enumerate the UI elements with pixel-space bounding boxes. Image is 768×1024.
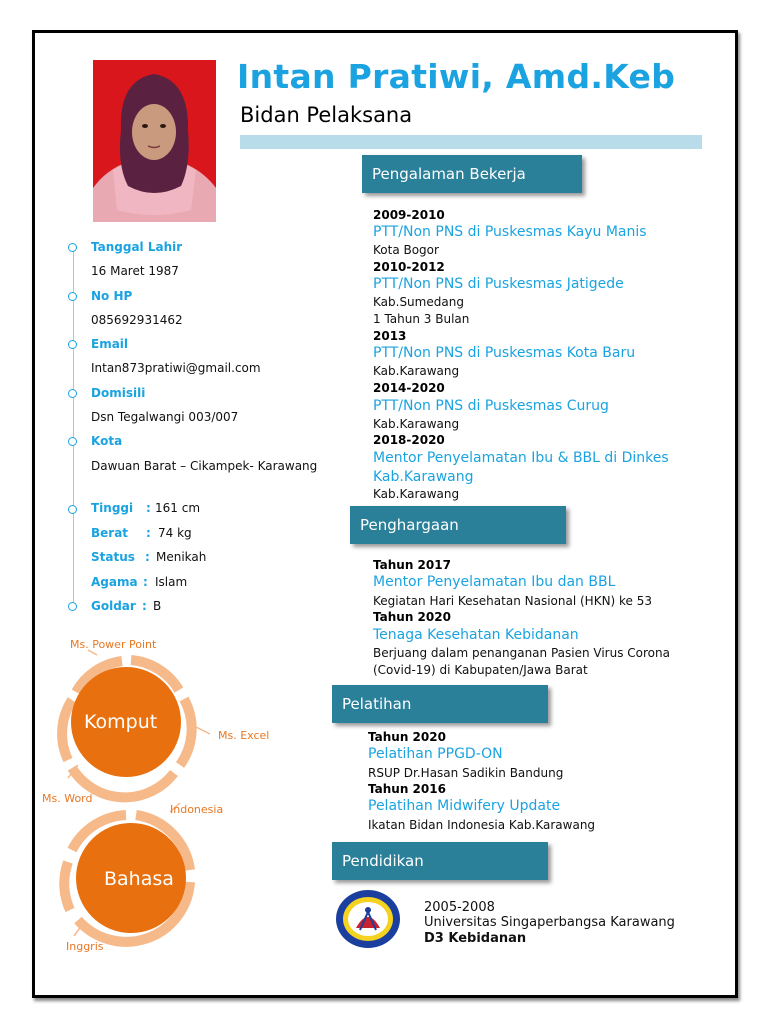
skill-indonesia: Indonesia bbox=[170, 803, 224, 816]
timeline-dot bbox=[68, 505, 77, 514]
no-hp-label: No HP bbox=[91, 289, 133, 303]
experience-detail: Kab.Karawang bbox=[373, 487, 460, 501]
training-detail: RSUP Dr.Hasan Sadikin Bandung bbox=[368, 766, 564, 780]
experience-years: 2009-2010 bbox=[373, 208, 445, 222]
skills-diagram bbox=[30, 640, 300, 970]
experience-detail: Kab.Karawang bbox=[373, 364, 460, 378]
skill-ms-excel: Ms. Excel bbox=[218, 729, 270, 742]
colon: : bbox=[142, 599, 147, 613]
header-accent-bar bbox=[240, 135, 702, 149]
education-school: Universitas Singaperbangsa Karawang bbox=[424, 915, 675, 930]
training-year: Tahun 2020 bbox=[368, 730, 446, 744]
colon: : bbox=[146, 526, 151, 540]
domisili-label: Domisili bbox=[91, 386, 146, 400]
experience-title: Mentor Penyelamatan Ibu & BBL di Dinkes bbox=[373, 450, 669, 466]
experience-years: 2018-2020 bbox=[373, 433, 445, 447]
berat-value: 74 kg bbox=[158, 526, 192, 540]
experience-detail: Kab.Karawang bbox=[373, 417, 460, 431]
experience-title: PTT/Non PNS di Puskesmas Kayu Manis bbox=[373, 224, 647, 240]
award-year: Tahun 2017 bbox=[373, 558, 451, 572]
skill-inggris: Inggris bbox=[66, 940, 104, 953]
award-detail: (Covid-19) di Kabupaten/Jawa Barat bbox=[373, 663, 588, 677]
domisili-value: Dsn Tegalwangi 003/007 bbox=[91, 410, 239, 424]
tanggal-lahir-label: Tanggal Lahir bbox=[91, 240, 183, 254]
colon: : bbox=[145, 550, 150, 564]
bahasa-title: Bahasa bbox=[104, 868, 174, 890]
agama-label: Agama bbox=[91, 575, 138, 589]
education-years: 2005-2008 bbox=[424, 900, 495, 915]
skill-ms-power-point: Ms. Power Point bbox=[70, 638, 157, 651]
experience-years: 2014-2020 bbox=[373, 381, 445, 395]
tanggal-lahir-value: 16 Maret 1987 bbox=[91, 264, 179, 278]
colon: : bbox=[143, 575, 148, 589]
experience-title: PTT/Non PNS di Puskesmas Kota Baru bbox=[373, 345, 636, 361]
cv-name: Intan Pratiwi, Amd.Keb bbox=[237, 57, 676, 96]
komputer-title: Komput bbox=[84, 711, 158, 733]
training-title: Pelatihan Midwifery Update bbox=[368, 798, 561, 814]
colon: : bbox=[146, 501, 151, 515]
training-title: Pelatihan PPGD-ON bbox=[368, 746, 503, 762]
kota-value: Dawuan Barat – Cikampek- Karawang bbox=[91, 459, 318, 473]
education-degree: D3 Kebidanan bbox=[424, 931, 527, 946]
berat-label: Berat bbox=[91, 526, 129, 540]
award-title: Tenaga Kesehatan Kebidanan bbox=[373, 627, 579, 643]
status-label: Status bbox=[91, 550, 135, 564]
email-value: Intan873pratiwi@gmail.com bbox=[91, 361, 261, 375]
experience-title: PTT/Non PNS di Puskesmas Curug bbox=[373, 398, 609, 414]
section-header-penghargaan: Penghargaan bbox=[350, 506, 566, 544]
kota-label: Kota bbox=[91, 434, 123, 448]
experience-detail: 1 Tahun 3 Bulan bbox=[373, 312, 470, 326]
training-detail: Ikatan Bidan Indonesia Kab.Karawang bbox=[368, 818, 596, 832]
email-label: Email bbox=[91, 337, 129, 351]
section-header-pengalaman: Pengalaman Bekerja bbox=[362, 155, 582, 193]
award-detail: Berjuang dalam penanganan Pasien Virus Corona bbox=[373, 646, 670, 660]
goldar-label: Goldar bbox=[91, 599, 136, 613]
award-title: Mentor Penyelamatan Ibu dan BBL bbox=[373, 574, 616, 590]
agama-value: Islam bbox=[155, 575, 188, 589]
experience-title: PTT/Non PNS di Puskesmas Jatigede bbox=[373, 276, 624, 292]
experience-title-cont: Kab.Karawang bbox=[373, 469, 474, 485]
section-header-pendidikan: Pendidikan bbox=[332, 842, 548, 880]
timeline-dot bbox=[68, 292, 77, 301]
tinggi-value: 161 cm bbox=[155, 501, 201, 515]
training-year: Tahun 2016 bbox=[368, 782, 446, 796]
experience-detail: Kab.Sumedang bbox=[373, 295, 464, 309]
goldar-value: B bbox=[153, 599, 162, 613]
tinggi-label: Tinggi bbox=[91, 501, 134, 515]
profile-photo bbox=[93, 60, 216, 222]
timeline-dot bbox=[68, 243, 77, 252]
experience-detail: Kota Bogor bbox=[373, 243, 439, 257]
award-year: Tahun 2020 bbox=[373, 610, 451, 624]
award-detail: Kegiatan Hari Kesehatan Nasional (HKN) ke 53 bbox=[373, 594, 653, 608]
timeline-dot bbox=[68, 389, 77, 398]
timeline-dot bbox=[68, 437, 77, 446]
experience-years: 2013 bbox=[373, 329, 407, 343]
skill-ms-word: Ms. Word bbox=[42, 792, 93, 805]
timeline-dot bbox=[68, 340, 77, 349]
status-value: Menikah bbox=[156, 550, 207, 564]
timeline-dot bbox=[68, 602, 77, 611]
section-header-pelatihan: Pelatihan bbox=[332, 685, 548, 723]
experience-years: 2010-2012 bbox=[373, 260, 445, 274]
no-hp-value: 085692931462 bbox=[91, 313, 183, 327]
cv-role: Bidan Pelaksana bbox=[240, 103, 413, 127]
university-logo bbox=[334, 888, 402, 950]
